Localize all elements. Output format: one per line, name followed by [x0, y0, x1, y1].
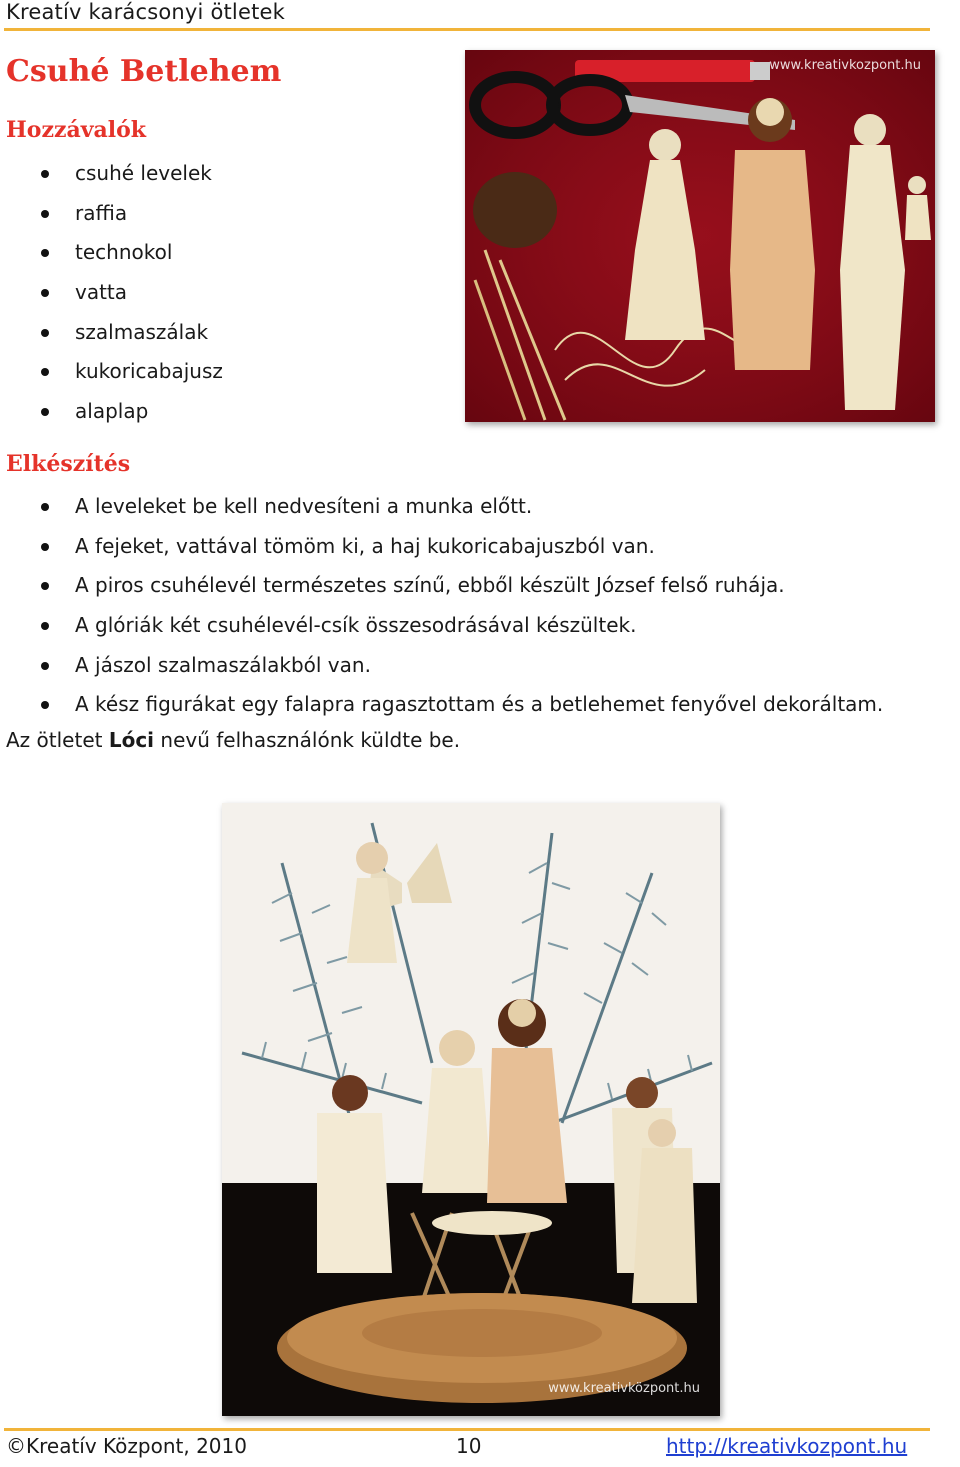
- step-item: A piros csuhélevél természetes színű, ebből készült József felső ruhája.: [0, 566, 883, 606]
- credit-suffix: nevű felhasználónk küldte be.: [154, 728, 461, 752]
- ingredient-item: csuhé levelek: [0, 154, 223, 194]
- step-item: A leveleket be kell nedvesíteni a munka előtt.: [0, 487, 883, 527]
- photo-watermark: www.kreativközpont.hu: [548, 1381, 700, 1396]
- nativity-photo: [222, 803, 720, 1416]
- ingredient-item: technokol: [0, 233, 223, 273]
- steps-list: [0, 487, 883, 725]
- ingredient-item: vatta: [0, 273, 223, 313]
- ingredient-item: alaplap: [0, 392, 223, 432]
- header-divider: [4, 28, 930, 31]
- credit-author: Lóci: [108, 728, 155, 752]
- step-item: A kész figurákat egy falapra ragasztottam és a betlehemet fenyővel dekoráltam.: [0, 685, 883, 725]
- footer-divider: [4, 1428, 930, 1431]
- step-item: A jászol szalmaszálakból van.: [0, 646, 883, 686]
- materials-photo: [465, 50, 935, 422]
- ingredients-list: [0, 154, 223, 432]
- credit-prefix: Az ötletet: [6, 728, 109, 752]
- footer-link[interactable]: http://kreativkozpont.hu: [666, 1434, 908, 1458]
- header-title: Kreatív karácsonyi ötletek: [6, 0, 285, 24]
- ingredient-item: kukoricabajusz: [0, 352, 223, 392]
- photo-watermark: www.kreativkozpont.hu: [769, 58, 921, 73]
- ingredients-heading: Hozzávalók: [6, 117, 147, 143]
- page-number: 10: [456, 1434, 482, 1458]
- step-item: A glóriák két csuhélevél-csík összesodrásával készültek.: [0, 606, 883, 646]
- steps-heading: Elkészítés: [6, 451, 131, 477]
- ingredient-item: raffia: [0, 194, 223, 234]
- article-title: Csuhé Betlehem: [6, 54, 282, 89]
- step-item: A fejeket, vattával tömöm ki, a haj kukoricabajuszból van.: [0, 527, 883, 567]
- credit-line: [6, 728, 460, 752]
- footer-copyright: ©Kreatív Központ, 2010: [6, 1434, 247, 1458]
- ingredient-item: szalmaszálak: [0, 313, 223, 353]
